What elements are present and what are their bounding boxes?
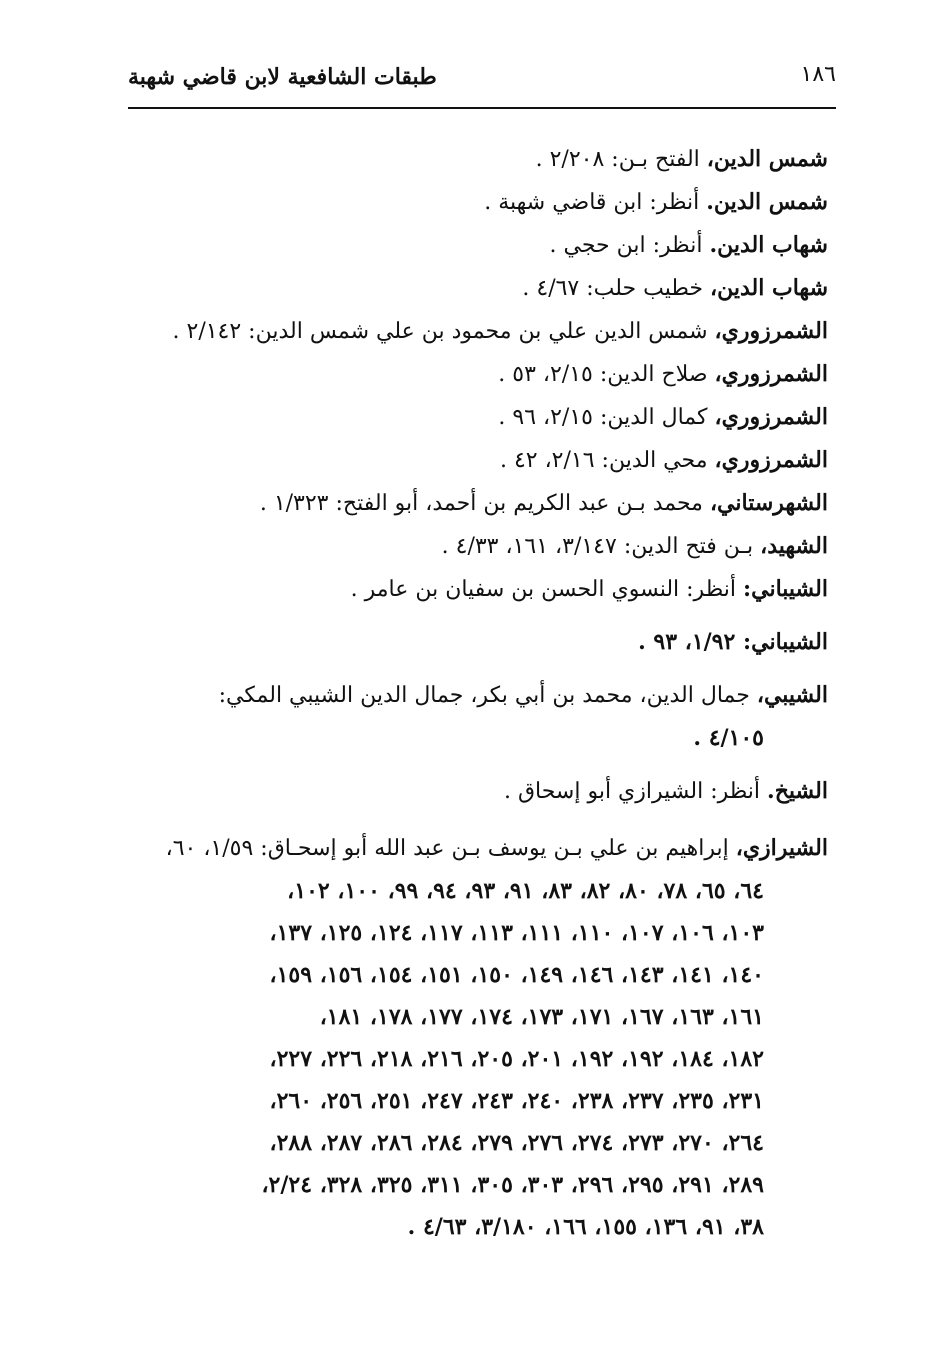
entry-text: أنظر: النسوي الحسن بن سفيان بن عامر . <box>350 577 743 602</box>
page-header <box>128 56 836 106</box>
entry-text: محي الدين: ٢/١٦، ٤٢ . <box>499 448 715 473</box>
entry-headword: الشيباني: <box>742 629 828 655</box>
index-entry <box>140 674 828 760</box>
page-refs-line: ٢٨٩، ٢٩١، ٢٩٥، ٢٩٦، ٣٠٣، ٣٠٥، ٣١١، ٣٢٥، ٣٢٨، ٢/٢٤، <box>261 1172 764 1198</box>
entry-text: بـن فتح الدين: ٣/١٤٧، ١٦١، ٤/٣٣ . <box>441 534 761 559</box>
page-refs-line: ١٠٣، ١٠٦، ١٠٧، ١١٠، ١١١، ١١٣، ١١٧، ١٢٤، ١٢٥، ١٣٧، <box>269 920 764 946</box>
entry-text: أنظر: ابن حجي . <box>549 233 710 258</box>
index-entry <box>140 224 828 267</box>
running-title: طبقات الشافعية لابن قاضي شهبة <box>128 64 437 90</box>
shirazi-entry <box>140 827 828 1248</box>
index-entry <box>140 439 828 482</box>
page-refs-line: ٦٤، ٦٥، ٧٨، ٨٠، ٨٢، ٨٣، ٩١، ٩٣، ٩٤، ٩٩، ١٠٠، ١٠٢، <box>287 878 764 904</box>
index-entry <box>140 310 828 353</box>
index-entry <box>140 353 828 396</box>
page-refs-line: ٣٨، ٩١، ١٣٦، ١٥٥، ١٦٦، ٣/١٨٠، ٤/٦٣ . <box>407 1214 764 1240</box>
header-rule <box>128 107 836 109</box>
shirazi-first-line <box>140 827 828 870</box>
entry-headword: شمس الدين. <box>706 189 828 215</box>
entry-text: كمال الدين: ٢/١٥، ٩٦ . <box>498 405 715 430</box>
entry-headword: الشمرزوري، <box>714 447 828 473</box>
page-refs-line: ٢٦٤، ٢٧٠، ٢٧٣، ٢٧٤، ٢٧٦، ٢٧٩، ٢٨٤، ٢٨٦، ٢٨٧، ٢٨٨، <box>269 1130 764 1156</box>
page-refs-line: ١٦١، ١٦٣، ١٦٧، ١٧١، ١٧٣، ١٧٤، ١٧٧، ١٧٨، ١٨١، <box>319 1004 764 1030</box>
entry-headword: الشيبي، <box>756 682 828 708</box>
page-refs-line: ١٨٢، ١٨٤، ١٩٢، ١٩٢، ٢٠١، ٢٠٥، ٢١٦، ٢١٨، ٢٢٦، ٢٢٧، <box>269 1046 764 1072</box>
entry-text: أنظر: ابن قاضي شهبة . <box>484 190 707 215</box>
entry-headword: الشمرزوري، <box>714 318 828 344</box>
index-entry <box>140 181 828 224</box>
index-entry <box>140 568 828 611</box>
entry-text: شمس الدين علي بن محمود بن علي شمس الدين: ٢/١٤٢ . <box>172 319 715 344</box>
entry-text: جمال الدين، محمد بن أبي بكر، جمال الدين الشيبي المكي: <box>218 683 757 708</box>
entry-headword: شهاب الدين. <box>709 232 828 258</box>
entry-text: الفتح بـن: ٢/٢٠٨ . <box>535 147 707 172</box>
index-entries <box>140 138 828 1248</box>
entry-text: أنظر: الشيرازي أبو إسحاق . <box>503 779 768 804</box>
page-refs-line: ١٤٠، ١٤١، ١٤٣، ١٤٦، ١٤٩، ١٥٠، ١٥١، ١٥٤، ١٥٦، ١٥٩، <box>269 962 764 988</box>
entry-headword: الشيرازي، <box>735 835 828 861</box>
entry-text: إبراهيم بن علي بـن يوسف بـن عبد الله أبو إسحـاق: ١/٥٩، ٦٠، <box>165 836 736 861</box>
index-entry <box>140 267 828 310</box>
entry-headword: الشيباني: <box>742 576 828 602</box>
entry-headword: الشهيد، <box>760 533 828 559</box>
index-entry <box>140 482 828 525</box>
page-number: ١٨٦ <box>800 62 836 87</box>
entry-headword: الشيخ. <box>767 778 828 804</box>
index-entry <box>140 525 828 568</box>
entry-text-continued: ٤/١٠٥ . <box>693 725 764 751</box>
entry-headword: الشمرزوري، <box>714 361 828 387</box>
index-entry <box>140 770 828 813</box>
entry-text: خطيب حلب: ٤/٦٧ . <box>522 276 711 301</box>
index-entry <box>140 138 828 181</box>
entry-text: ١/٩٢، ٩٣ . <box>638 629 743 655</box>
index-entry <box>140 396 828 439</box>
index-entry <box>140 621 828 664</box>
entry-text: محمد بـن عبد الكريم بن أحمد، أبو الفتح: ١/٣٢٣ . <box>259 491 710 516</box>
entry-headword: شهاب الدين، <box>710 275 828 301</box>
entry-headword: شمس الدين، <box>706 146 828 172</box>
entry-text: صلاح الدين: ٢/١٥، ٥٣ . <box>498 362 715 387</box>
page-refs-line: ٢٣١، ٢٣٥، ٢٣٧، ٢٣٨، ٢٤٠، ٢٤٣، ٢٤٧، ٢٥١، ٢٥٦، ٢٦٠، <box>269 1088 764 1114</box>
entry-headword: الشمرزوري، <box>714 404 828 430</box>
entry-headword: الشهرستاني، <box>709 490 828 516</box>
